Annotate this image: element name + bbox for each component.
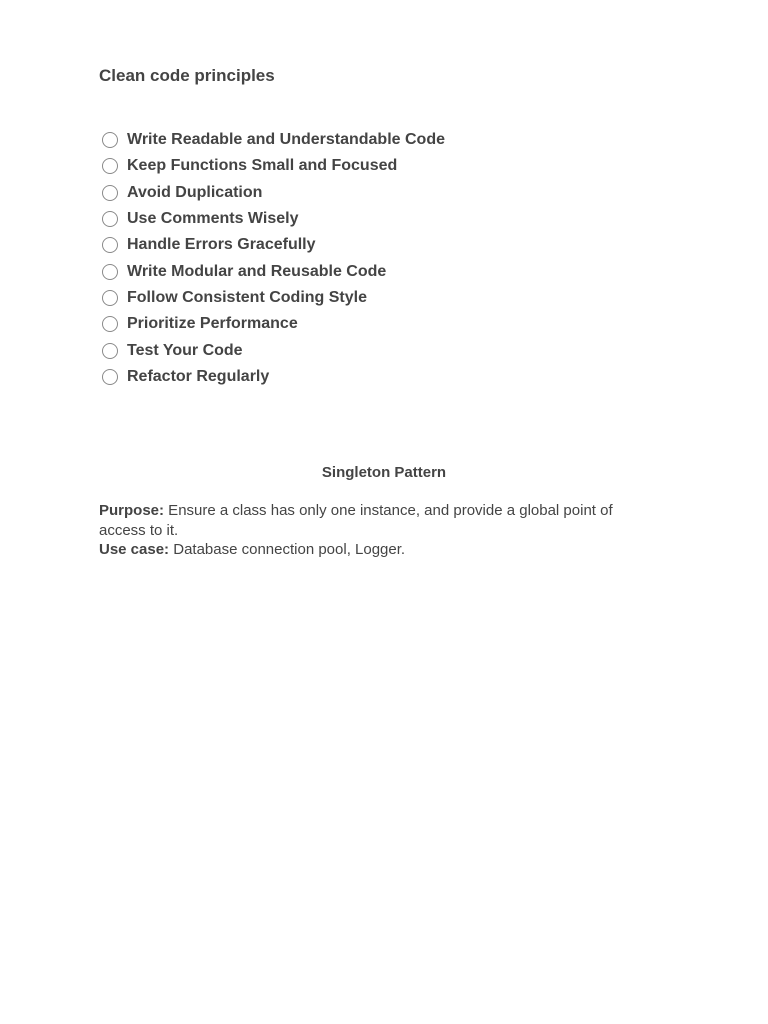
pattern-description [99,501,659,560]
checkbox-circle[interactable] [102,211,118,227]
checklist-item-label[interactable]: Follow Consistent Coding Style [127,288,367,306]
use-case-text: Database connection pool, Logger. [169,541,406,558]
checkbox-circle[interactable] [102,343,118,359]
section-heading: Singleton Pattern [321,464,447,481]
checkbox-circle[interactable] [102,290,118,306]
checklist-item [99,206,445,232]
checklist-item [99,364,445,390]
checklist-item [99,258,445,284]
purpose-text: Ensure a class has only one instance, and provide a global point of access to it. [99,502,613,539]
checkbox-circle[interactable] [102,158,118,174]
checklist-item [99,127,445,153]
checkbox-circle[interactable] [102,185,118,201]
use-case-line [99,540,659,560]
use-case-label: Use case: [99,541,170,558]
checklist-item-label[interactable]: Handle Errors Gracefully [127,236,316,254]
checklist-item-label[interactable]: Use Comments Wisely [127,210,299,228]
page-title: Clean code principles [99,66,275,85]
checklist [99,127,445,390]
checkbox-circle[interactable] [102,264,118,280]
checklist-item-label[interactable]: Refactor Regularly [127,367,270,385]
checklist-item-label[interactable]: Prioritize Performance [127,315,298,333]
purpose-label: Purpose: [99,502,165,519]
checklist-item [99,311,445,337]
checkbox-circle[interactable] [102,237,118,253]
checklist-item [99,180,445,206]
checklist-item-label[interactable]: Test Your Code [127,341,243,359]
checklist-item [99,232,445,258]
checkbox-circle[interactable] [102,316,118,332]
checklist-item-label[interactable]: Write Readable and Understandable Code [127,131,445,149]
checklist-item [99,153,445,179]
checklist-item-label[interactable]: Avoid Duplication [127,183,263,201]
checklist-item [99,285,445,311]
checkbox-circle[interactable] [102,369,118,385]
checklist-item-label[interactable]: Write Modular and Reusable Code [127,262,387,280]
checkbox-circle[interactable] [102,132,118,148]
checklist-item [99,337,445,363]
purpose-line [99,501,659,540]
checklist-item-label[interactable]: Keep Functions Small and Focused [127,157,398,175]
